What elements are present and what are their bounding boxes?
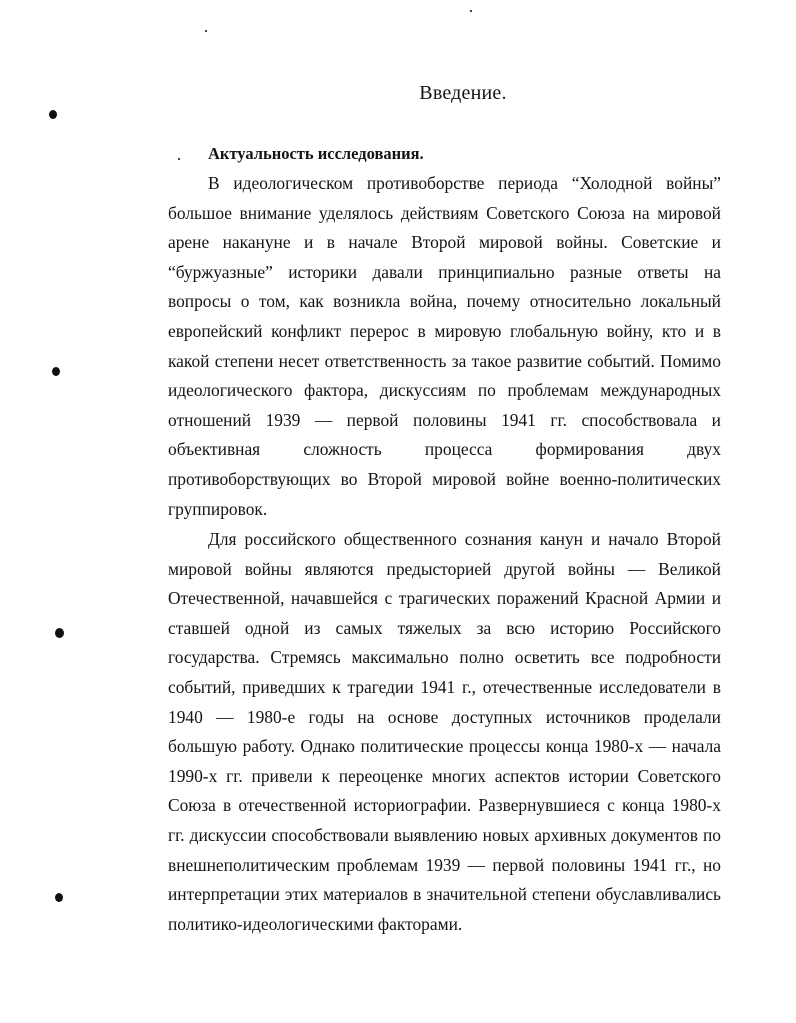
- margin-mark: [55, 628, 64, 638]
- paragraph: Для российского общественного сознания канун и начало Второй мировой войны являются предысторией другой войны — Великой Отечественной, начавшейся с трагических поражений Красной Армии и ставшей одной из самых тяжелых за всю историю Российского государства. Стремясь максимально полно осветить все подробности событий, приведших к трагедии 1941 г., отечественные исследователи в 1940 — 1980-е годы на основе доступных источников проделали большую работу. Однако политические процессы конца 1980-х — начала 1990-х гг. привели к переоценке многих аспектов истории Советского Союза в отечественной историографии. Развернувшиеся с конца 1980-х гг. дискуссии способствовали выявлению новых архивных документов по внешнеполитическим проблемам 1939 — первой половины 1941 гг., но интерпретации этих материалов в значительной степени обуславливались политико-идеологическими факторами.: [168, 529, 721, 934]
- speck: [178, 158, 180, 160]
- paragraph: В идеологическом противоборстве периода “Холодной войны” большое внимание уделялось действиям Советского Союза на мировой арене накануне и в начале Второй мировой войны. Советские и “буржуазные” историки давали принципиально разные ответы на вопросы о том, как возникла война, почему относительно локальный европейский конфликт перерос в мировую глобальную войну, кто и в какой степени несет ответственность за такое развитие событий. Помимо идеологического фактора, дискуссиям по проблемам международных отношений 1939 — первой половины 1941 гг. способствовала и объективная сложность процесса формирования двух противоборствующих во Второй мировой войне военно-политических группировок.: [168, 173, 721, 519]
- margin-mark: [52, 367, 60, 376]
- section-heading: Актуальность исследования.: [208, 144, 424, 163]
- margin-mark: [49, 110, 57, 119]
- page-title: Введение.: [419, 82, 507, 104]
- speck: [205, 30, 207, 32]
- margin-mark: [55, 893, 63, 902]
- speck: [470, 10, 472, 12]
